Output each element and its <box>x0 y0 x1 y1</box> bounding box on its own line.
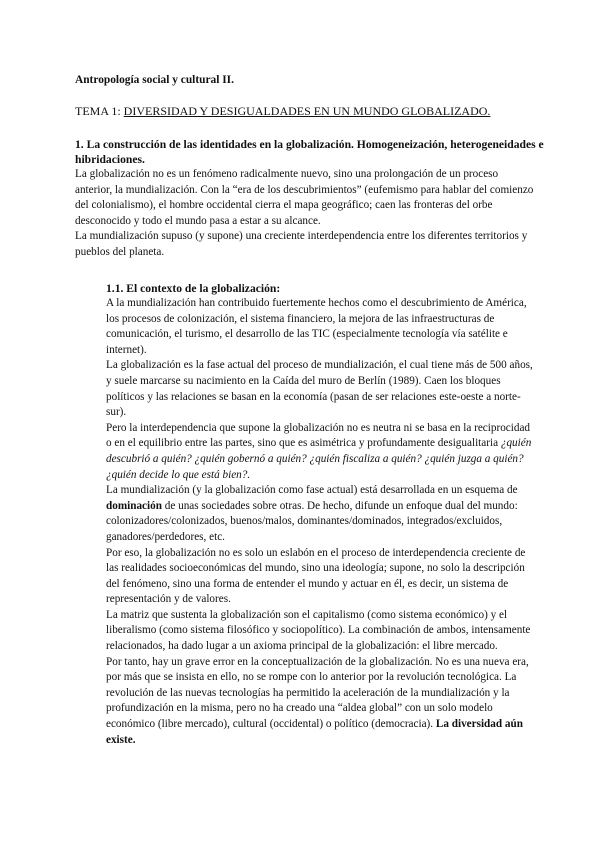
paragraph-f: La matriz que sustenta la globalización son el capitalismo (como sistema económico) y el liberalismo (como sistema filosófico y sociopolítico). La combinación de ambos, intensamente relacionados, ha dado lugar a un axioma principal de la globalización: el libre mercado. <box>106 608 531 653</box>
paragraph-c-text: Pero la interdependencia que supone la globalización no es neutra ni se basa en la reciprocidad o en el equilibrio entre las partes, sino que es asimétrica y profundamente desigualitaria <box>106 421 531 450</box>
paragraph-c-questions: ¿quién descubrió a quién? ¿quién gobernó a quién? ¿quién fiscaliza a quién? ¿quién juzga a quién? ¿quién decide lo que está bien?. <box>106 437 532 481</box>
theme-name: DIVERSIDAD Y DESIGUALDADES EN UN MUNDO GLOBALIZADO. <box>123 104 491 118</box>
section-1-paragraph-1: La globalización no es un fenómeno radicalmente nuevo, sino una prolongación de un proceso anterior, la mundialización. Con la “era de los descubrimientos” (eufemismo para hablar del comienzo del colonialismo), el hombre occidental cierra el mapa geográfico; caen las fronteras del orbe desconocido y todo el mundo pasa a estar a su alcance. <box>75 168 534 227</box>
paragraph-d-text-1: La mundialización (y la globalización como fase actual) está desarrollada en un esquema de <box>106 484 518 497</box>
section-1-heading: 1. La construcción de las identidades en la globalización. Homogeneización, heterogeneidades e hibridaciones. <box>75 138 544 167</box>
paragraph-d-bold: dominación <box>106 499 162 512</box>
section-1-body <box>75 167 535 261</box>
subsection-1-1-heading: 1.1. El contexto de la globalización: <box>106 282 281 295</box>
theme-prefix: TEMA 1: <box>75 104 124 118</box>
paragraph-g-bold: La diversidad aún existe. <box>106 718 523 746</box>
paragraph-c <box>106 421 536 483</box>
course-title: Antropología social y cultural II. <box>75 74 234 86</box>
theme-title <box>75 104 490 120</box>
paragraph-d-text-2: de unas sociedades sobre otras. De hecho, difunde un enfoque dual del mundo: colonizadores/colonizados, buenos/malos, dominantes/dominados, integrados/excluidos, ganadores/perdedores, etc. <box>106 499 518 543</box>
paragraph-e: Por eso, la globalización no es solo un eslabón en el proceso de interdependencia creciente de las realidades socioeconómicas del mundo, sino una ideología; supone, no solo la descripción del fenómeno, sino una forma de entender el mundo y actuar en él, es decir, un sistema de representación y de valores. <box>106 546 526 606</box>
paragraph-g-text: Por tanto, hay un grave error en la conceptualización de la globalización. No es una nueva era, por más que se insista en ello, no se rompe con lo anterior por la revolución tecnológica. La revolución de las nuevas tecnologías ha permitido la aceleración de la mundialización y la profundización en la misma, pero no ha creado una “aldea global” con un solo modelo económico (libre mercado), cultural (occidental) o político (democracia). <box>106 655 529 731</box>
paragraph-d <box>106 483 536 545</box>
subsection-1-1-body <box>106 296 536 748</box>
paragraph-g <box>106 655 536 749</box>
paragraph-b: La globalización es la fase actual del proceso de mundialización, el cual tiene más de 500 años, y suele marcarse su nacimiento en la Caída del muro de Berlín (1989). Caen los bloques políticos y las relaciones se basan en la economía (pasan de ser relaciones este-oeste a norte-sur). <box>106 359 533 419</box>
section-1-paragraph-2: La mundialización supuso (y supone) una creciente interdependencia entre los diferentes territorios y pueblos del planeta. <box>75 230 528 258</box>
paragraph-a: A la mundialización han contribuido fuertemente hechos como el descubrimiento de América, los procesos de colonización, el sistema financiero, la mejora de las infraestructuras de comunicación, el turismo, el desarrollo de las TIC (especialmente tecnología vía satélite e internet). <box>106 297 527 356</box>
